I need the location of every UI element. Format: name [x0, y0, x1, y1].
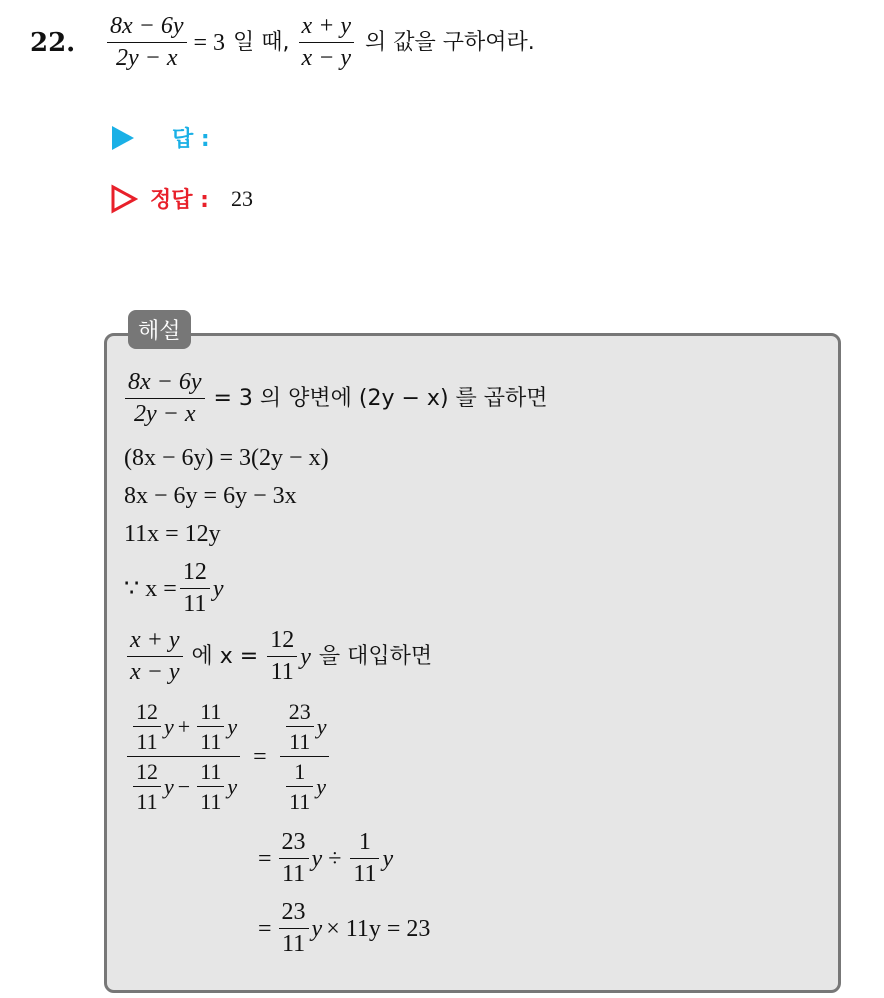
fraction-denominator: x − y [130, 659, 180, 686]
var-y: y [311, 915, 323, 942]
divide-sign: ÷ [328, 845, 342, 872]
var-y: y [227, 774, 238, 800]
fraction-denominator: 11 [281, 931, 306, 958]
target-fraction [299, 14, 355, 71]
outline-play-marker-icon [110, 184, 138, 214]
question-fraction [107, 14, 187, 71]
answer-blank-row [110, 122, 210, 153]
question-text [104, 14, 535, 71]
correct-answer-row [110, 183, 253, 214]
solution-line-1 [122, 370, 548, 427]
solution-line-5 [124, 560, 223, 617]
equals-sign: = [258, 915, 272, 942]
fraction-denominator: 11 [136, 729, 158, 755]
var-y: y [300, 643, 311, 670]
solution-line-3: 8x − 6y = 6y − 3x [124, 483, 297, 509]
because-prefix: ∵ x = [124, 575, 177, 602]
fraction-denominator: 11 [200, 789, 222, 815]
play-marker-icon [110, 124, 136, 152]
fraction-numerator: 12 [270, 627, 295, 653]
equals-three: = 3 [193, 29, 226, 56]
target-numerator: x + y [301, 13, 352, 39]
fraction-denominator: 11 [270, 659, 294, 686]
fraction-numerator: 11 [200, 759, 222, 785]
line1-text: = 3 의 양변에 (2y − x) 를 곱하면 [213, 385, 548, 411]
fraction-numerator: 1 [294, 759, 306, 785]
var-y: y [382, 845, 394, 872]
var-y: y [316, 714, 327, 740]
complex-fraction [127, 700, 240, 813]
solution-line-8 [258, 830, 393, 887]
fraction-numerator: 8x − 6y [128, 369, 202, 395]
plus-sign: + [177, 714, 191, 740]
minus-sign: − [177, 774, 191, 800]
fraction-denominator: 11 [353, 861, 377, 888]
solution-tag: 해설 [128, 310, 191, 349]
correct-answer-label: 정답 : [150, 188, 209, 213]
fraction-denominator: 2y − x [116, 45, 178, 72]
complex-fraction-rhs [280, 700, 330, 813]
question-number: 22. [30, 28, 76, 58]
fraction-numerator: 23 [288, 699, 311, 724]
fraction-numerator: 12 [136, 759, 158, 785]
var-y: y [164, 714, 174, 740]
fraction-denominator: 11 [183, 591, 207, 618]
line6-mid: 에 x = [191, 643, 259, 669]
fraction-numerator: 1 [358, 829, 371, 855]
solution-line-4: 11x = 12y [124, 521, 221, 547]
var-y: y [316, 774, 327, 800]
fraction-denominator: 11 [200, 729, 222, 755]
times-tail: × 11y = 23 [326, 915, 431, 942]
fraction-denominator: 11 [289, 789, 311, 815]
answer-label: 답 : [172, 127, 210, 152]
ask-text: 의 값을 구하여라. [365, 29, 535, 55]
when-text: 일 때, [233, 29, 290, 55]
fraction-numerator: 11 [200, 699, 222, 724]
fraction-numerator: 23 [281, 899, 306, 925]
var-y: y [311, 845, 323, 872]
equals-sign: = [258, 845, 272, 872]
fraction-numerator: 8x − 6y [110, 13, 184, 39]
fraction-denominator: 11 [289, 729, 311, 755]
equals-sign: = [253, 743, 267, 770]
correct-answer-value: 23 [230, 185, 253, 211]
fraction-denominator: 11 [281, 861, 306, 888]
fraction-numerator: 12 [182, 559, 207, 585]
fraction-numerator: 12 [136, 699, 158, 724]
var-y: y [212, 575, 224, 602]
fraction-denominator: 2y − x [134, 401, 196, 428]
fraction-denominator: 11 [136, 789, 158, 815]
solution-line-9 [258, 900, 430, 957]
var-y: y [227, 714, 238, 740]
target-denominator: x − y [301, 45, 352, 72]
var-y: y [164, 774, 174, 800]
fraction-numerator: 23 [281, 829, 306, 855]
line6-end: 을 대입하면 [318, 643, 433, 669]
solution-line-2: (8x − 6y) = 3(2y − x) [124, 445, 329, 471]
solution-line-7 [124, 700, 332, 813]
solution-line-6 [124, 628, 432, 685]
fraction-numerator: x + y [130, 627, 180, 653]
